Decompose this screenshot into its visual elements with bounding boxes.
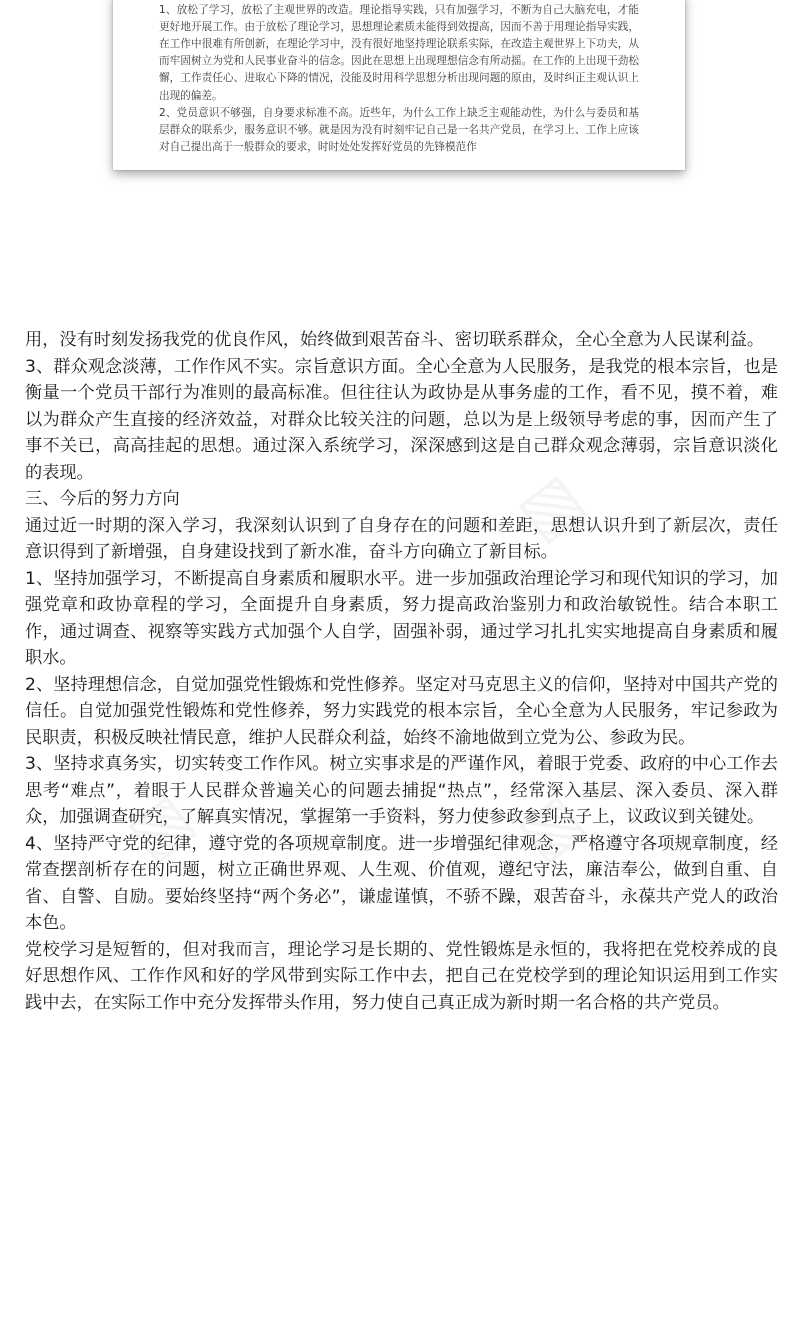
paper-text bbox=[159, 0, 639, 156]
body-paragraph: 3、群众观念淡薄，工作作风不实。宗旨意识方面。全心全意为人民服务，是我党的根本宗旨，也是衡量一个党员干部行为准则的最高标准。但往往认为政协是从事务虚的工作，看不见，摸不着，难以为群众产生直接的经济效益，对群众比较关注的问题，总以为是上级领导考虑的事，因而产生了事不关已，高高挂起的思想。通过深入系统学习，深深感到这是自己群众观念薄弱，宗旨意识淡化的表现。 bbox=[25, 356, 778, 483]
preview-paragraph: 1、放松了学习，放松了主观世界的改造。理论指导实践，只有加强学习，不断为自己大脑充电，才能更好地开展工作。由于放松了理论学习，思想理论素质未能得到效提高，因而不善于用理论指导实践，在工作中很难有所创新，在理论学习中，没有很好地坚持理论联系实际，在改造主观世界上下功夫，从而牢固树立为党和人民事业奋斗的信念。因此在思想上出现理想信念有所动摇。在工作的上出现干劲松懈，工作责任心、进取心下降的情况，没能及时用科学思想分析出现问题的原由，及时纠正主观认识上出现的偏差。 bbox=[159, 4, 639, 102]
body-paragraph: 3、坚持求真务实，切实转变工作作风。树立实事求是的严谨作风，着眼于党委、政府的中心工作去思考“难点”，着眼于人民群众普遍关心的问题去捕捉“热点”，经常深入基层、深入委员、深入群众，加强调查研究，了解真实情况，掌握第一手资料，努力使参政参到点子上，议政议到关键处。 bbox=[25, 754, 778, 827]
preview-paragraph: 2、党员意识不够强，自身要求标准不高。近些年，为什么工作上缺乏主观能动性，为什么与委员和基层群众的联系少，服务意识不够。就是因为没有时刻牢记自己是一名共产党员，在学习上、工作上应该对自己提出高于一般群众的要求，时时处处发挥好党员的先锋模范作 bbox=[159, 106, 639, 153]
body-paragraph: 党校学习是短暂的，但对我而言，理论学习是长期的、党性锻炼是永恒的，我将把在党校养成的良好思想作风、工作作风和好的学风带到实际工作中去，把自己在党校学到的理论知识运用到工作实践中去，在实际工作中充分发挥带头作用，努力使自己真正成为新时期一名合格的共产党员。 bbox=[25, 939, 778, 1013]
document-body bbox=[25, 327, 778, 1016]
body-paragraph: 4、坚持严守党的纪律，遵守党的各项规章制度。进一步增强纪律观念，严格遵守各项规章制度，经常查摆剖析存在的问题，树立正确世界观、人生观、价值观，遵纪守法，廉洁奉公，做到自重、自省、自警、自励。要始终坚持“两个务必”，谦虚谨慎，不骄不躁，艰苦奋斗，永葆共产党人的政治本色。 bbox=[25, 833, 778, 933]
body-paragraph: 2、坚持理想信念，自觉加强党性锻炼和党性修养。坚定对马克思主义的信仰，坚持对中国共产党的信任。自觉加强党性锻炼和党性修养，努力实践党的根本宗旨，全心全意为人民服务，牢记参政为民职责，积极反映社情民意，维护人民群众利益，始终不渝地做到立党为公、参政为民。 bbox=[25, 674, 778, 748]
document-preview-area bbox=[0, 0, 800, 300]
section-heading: 三、今后的努力方向 bbox=[25, 489, 180, 509]
body-paragraph: 1、坚持加强学习，不断提高自身素质和履职水平。进一步加强政治理论学习和现代知识的学习，加强党章和政协章程的学习，全面提升自身素质，努力提高政治鉴别力和政治敏锐性。结合本职工作，通过调查、视察等实践方式加强个人自学，固强补弱，通过学习扎扎实实地提高自身素质和履职水。 bbox=[25, 568, 778, 668]
body-paragraph: 用，没有时刻发扬我党的优良作风，始终做到艰苦奋斗、密切联系群众，全心全意为人民谋利益。 bbox=[25, 330, 765, 350]
body-paragraph: 通过近一时期的深入学习，我深刻认识到了自身存在的问题和差距，思想认识升到了新层次，责任意识得到了新增强，自身建设找到了新水准，奋斗方向确立了新目标。 bbox=[25, 515, 778, 562]
paper-page-preview bbox=[113, 0, 685, 170]
